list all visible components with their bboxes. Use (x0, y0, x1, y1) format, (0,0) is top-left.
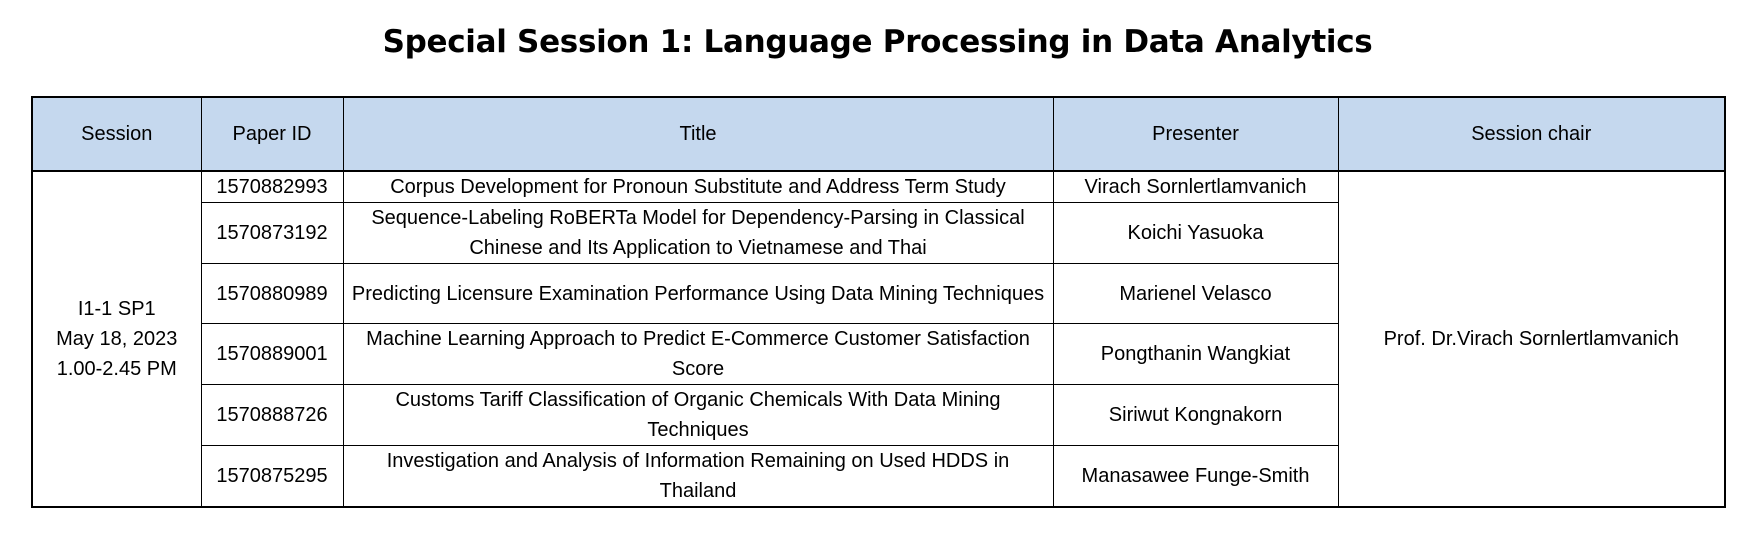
presenter-cell: Koichi Yasuoka (1053, 203, 1338, 264)
paper-id-cell: 1570875295 (201, 446, 343, 508)
paper-id-cell: 1570873192 (201, 203, 343, 264)
header-presenter: Presenter (1053, 97, 1338, 171)
session-date: May 18, 2023 (56, 328, 178, 350)
presenter-cell: Manasawee Funge-Smith (1053, 446, 1338, 508)
header-title: Title (343, 97, 1053, 171)
presenter-cell: Marienel Velasco (1053, 264, 1338, 324)
paper-title-cell: Corpus Development for Pronoun Substitute and Address Term Study (343, 171, 1053, 203)
presenter-cell: Pongthanin Wangkiat (1053, 324, 1338, 385)
paper-title-cell: Investigation and Analysis of Information Remaining on Used HDDS in Thailand (343, 446, 1053, 508)
presenter-cell: Siriwut Kongnakorn (1053, 385, 1338, 446)
presenter-cell: Virach Sornlertlamvanich (1053, 171, 1338, 203)
paper-title-cell: Machine Learning Approach to Predict E-Commerce Customer Satisfaction Score (343, 324, 1053, 385)
paper-id-cell: 1570882993 (201, 171, 343, 203)
table-row (32, 171, 1725, 203)
session-code: I1-1 SP1 (77, 298, 156, 320)
table-header (32, 97, 1725, 171)
session-schedule-table (31, 96, 1726, 508)
session-cell (32, 171, 201, 507)
session-time: 1.00-2.45 PM (56, 358, 177, 380)
header-row (32, 97, 1725, 171)
page-title: Special Session 1: Language Processing in Data Analytics (382, 24, 1373, 60)
paper-id-cell: 1570888726 (201, 385, 343, 446)
header-session: Session (32, 97, 201, 171)
header-paper-id: Paper ID (201, 97, 343, 171)
paper-title-cell: Customs Tariff Classification of Organic Chemicals With Data Mining Techniques (343, 385, 1053, 446)
paper-title-cell: Sequence-Labeling RoBERTa Model for Dependency-Parsing in Classical Chinese and Its Application to Vietnamese and Thai (343, 203, 1053, 264)
session-chair-cell: Prof. Dr.Virach Sornlertlamvanich (1338, 171, 1725, 507)
table-body (32, 171, 1725, 507)
paper-id-cell: 1570889001 (201, 324, 343, 385)
paper-id-cell: 1570880989 (201, 264, 343, 324)
header-session-chair: Session chair (1338, 97, 1725, 171)
paper-title-cell: Predicting Licensure Examination Performance Using Data Mining Techniques (343, 264, 1053, 324)
